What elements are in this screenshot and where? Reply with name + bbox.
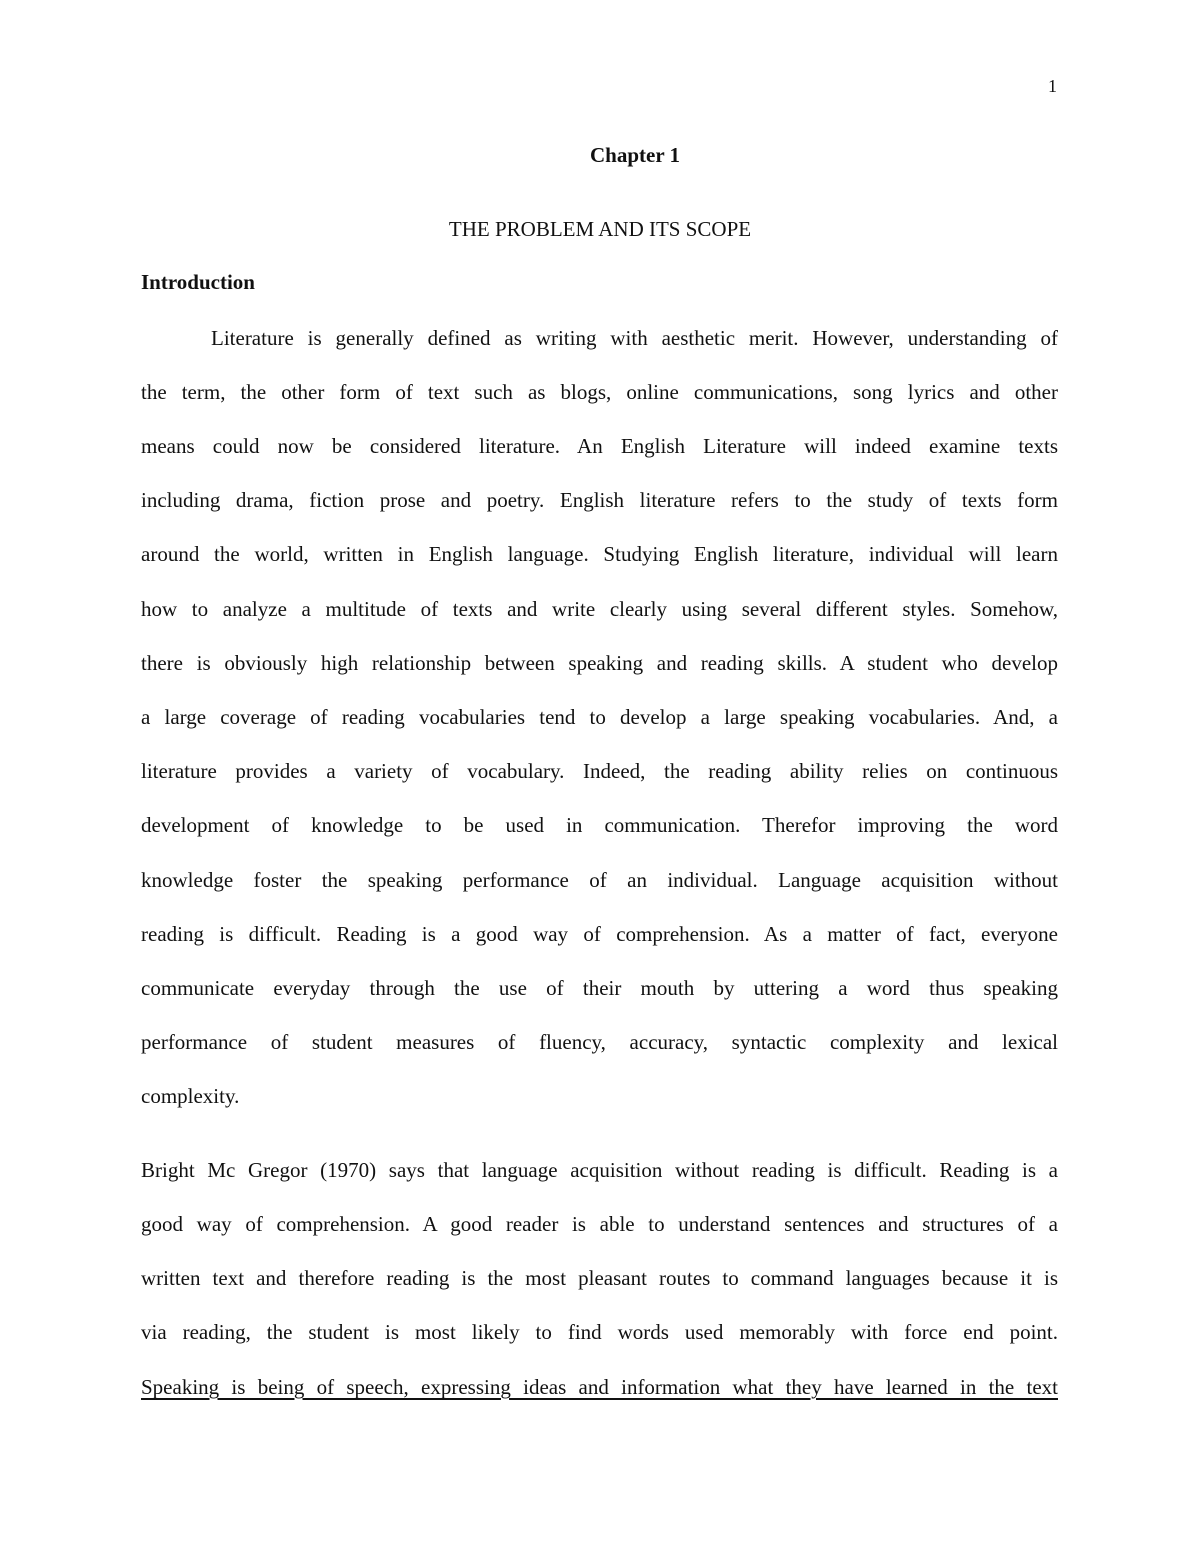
paragraph-line: the term, the other form of text such as blogs, online communications, song lyrics and other — [141, 380, 1058, 404]
paragraph-line: literature provides a variety of vocabulary. Indeed, the reading ability relies on continuous — [141, 759, 1058, 783]
paragraph-line: written text and therefore reading is the most pleasant routes to command languages because it is — [141, 1266, 1058, 1290]
page-number: 1 — [1048, 76, 1057, 96]
paragraph-line: communicate everyday through the use of their mouth by uttering a word thus speaking — [141, 976, 1058, 1000]
paragraph-line: via reading, the student is most likely to find words used memorably with force end point. — [141, 1320, 1058, 1344]
paragraph-line: a large coverage of reading vocabularies tend to develop a large speaking vocabularies. And, a — [141, 705, 1058, 729]
paragraph-line: how to analyze a multitude of texts and write clearly using several different styles. Somehow, — [141, 597, 1058, 621]
chapter-title: Chapter 1 — [589, 143, 681, 167]
section-heading: Introduction — [141, 270, 255, 294]
paragraph-line: Literature is generally defined as writing with aesthetic merit. However, understanding of — [211, 326, 1058, 350]
paragraph-line: means could now be considered literature. An English Literature will indeed examine texts — [141, 434, 1058, 458]
paragraph-line: including drama, fiction prose and poetry. English literature refers to the study of texts form — [141, 488, 1058, 512]
paragraph-line: knowledge foster the speaking performance of an individual. Language acquisition without — [141, 868, 1058, 892]
chapter-subtitle: THE PROBLEM AND ITS SCOPE — [448, 217, 752, 241]
paragraph-line: around the world, written in English language. Studying English literature, individual will learn — [141, 542, 1058, 566]
paragraph-line: performance of student measures of fluency, accuracy, syntactic complexity and lexical — [141, 1030, 1058, 1054]
paragraph-line: development of knowledge to be used in communication. Therefor improving the word — [141, 813, 1058, 837]
paragraph-line: good way of comprehension. A good reader is able to understand sentences and structures of a — [141, 1212, 1058, 1236]
paragraph-line-underlined: Speaking is being of speech, expressing ideas and information what they have learned in the text — [141, 1375, 1058, 1399]
paragraph-line: there is obviously high relationship between speaking and reading skills. A student who develop — [141, 651, 1058, 675]
paragraph-line: Bright Mc Gregor (1970) says that language acquisition without reading is difficult. Reading is a — [141, 1158, 1058, 1182]
paragraph-line: reading is difficult. Reading is a good way of comprehension. As a matter of fact, everyone — [141, 922, 1058, 946]
paragraph-line: complexity. — [141, 1084, 240, 1108]
